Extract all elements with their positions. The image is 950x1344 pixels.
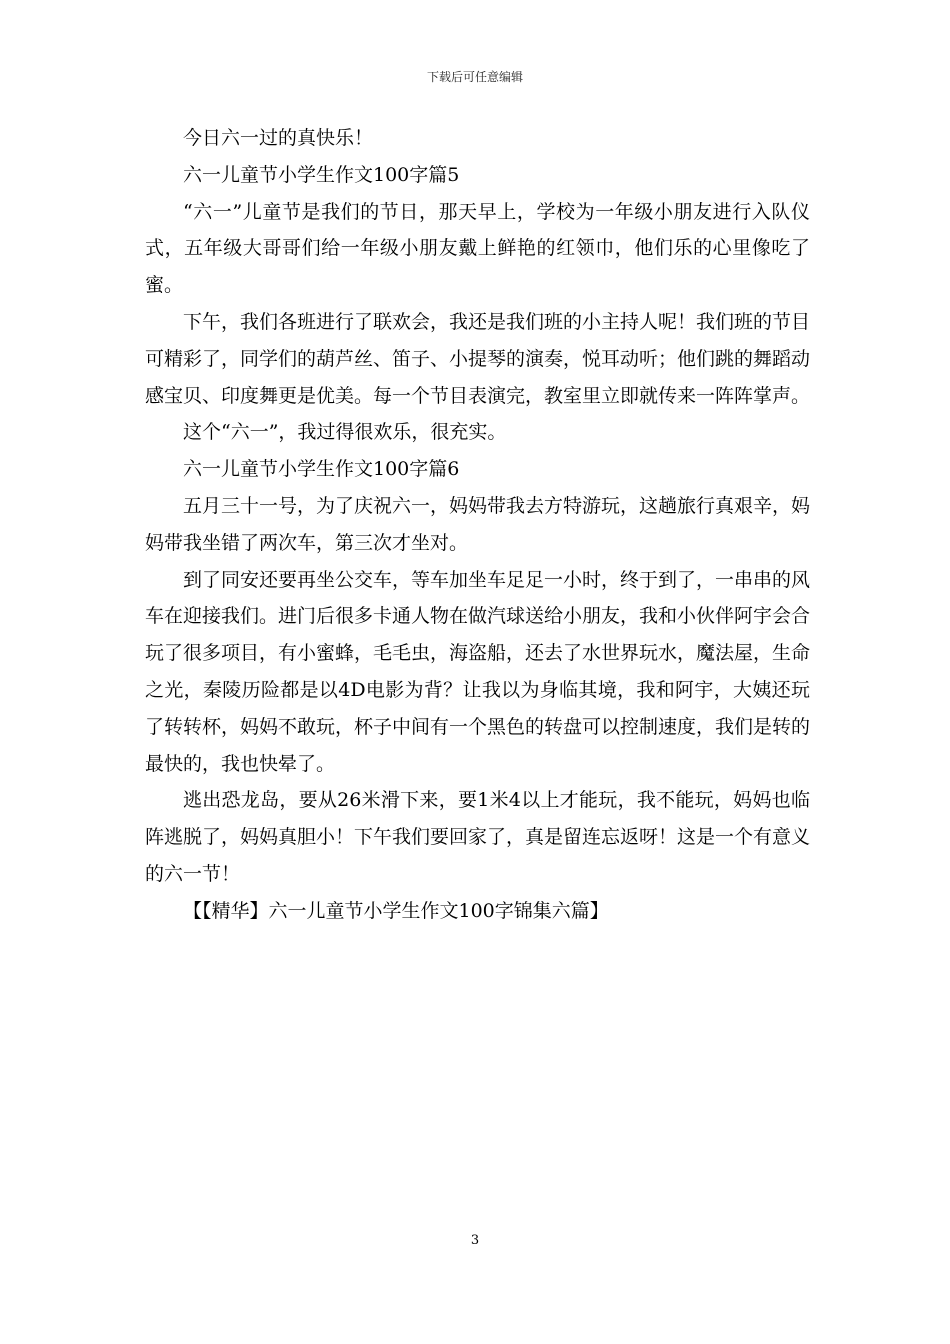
paragraph: 下午，我们各班进行了联欢会，我还是我们班的小主持人呢！我们班的节目可精彩了，同学们的葫芦丝、笛子、小提琴的演奏，悦耳动听；他们跳的舞蹈动感宝贝、印度舞更是优美。每一个节目表演完，教室里立即就传来一阵阵掌声。 <box>145 310 811 407</box>
paragraph-closing-line: 今日六一过的真快乐！ <box>183 127 374 149</box>
paragraph: 这个“六一”，我过得很欢乐，很充实。 <box>183 421 507 444</box>
header-note: 下载后可任意编辑 <box>426 70 523 84</box>
section-heading-5: 六一儿童节小学生作文100字篇5 <box>183 163 460 186</box>
paragraph: 到了同安还要再坐公交车，等车加坐车足足一小时，终于到了，一串串的风车在迎接我们。进门后很多卡通人物在做汽球送给小朋友，我和小伙伴阿宇会合玩了很多项目，有小蜜蜂，毛毛虫，海盗船，还去了水世界玩水，魔法屋，生命之光，秦陵历险都是以4D电影为背？让我以为身临其境，我和阿宇，大姨还玩了转转杯，妈妈不敢玩，杯子中间有一个黑色的转盘可以控制速度，我们是转的最快的，我也快晕了。 <box>145 568 811 775</box>
paragraph: 五月三十一号，为了庆祝六一，妈妈带我去方特游玩，这趟旅行真艰辛，妈妈带我坐错了两次车，第三次才坐对。 <box>145 494 811 554</box>
paragraph: “六一”儿童节是我们的节日，那天早上，学校为一年级小朋友进行入队仪式，五年级大哥哥们给一年级小朋友戴上鲜艳的红领巾，他们乐的心里像吃了蜜。 <box>145 200 810 297</box>
page-number: 3 <box>470 1233 480 1248</box>
paragraph: 逃出恐龙岛，要从26米滑下来，要1米4以上才能玩，我不能玩，妈妈也临阵逃脱了，妈妈真胆小！下午我们要回家了，真是留连忘返呀！这是一个有意义的六一节！ <box>145 789 811 885</box>
section-heading-6: 六一儿童节小学生作文100字篇6 <box>183 458 460 481</box>
document-title-reference: 【【精华】六一儿童节小学生作文100字锦集六篇】 <box>183 899 609 922</box>
document-body <box>145 120 810 930</box>
